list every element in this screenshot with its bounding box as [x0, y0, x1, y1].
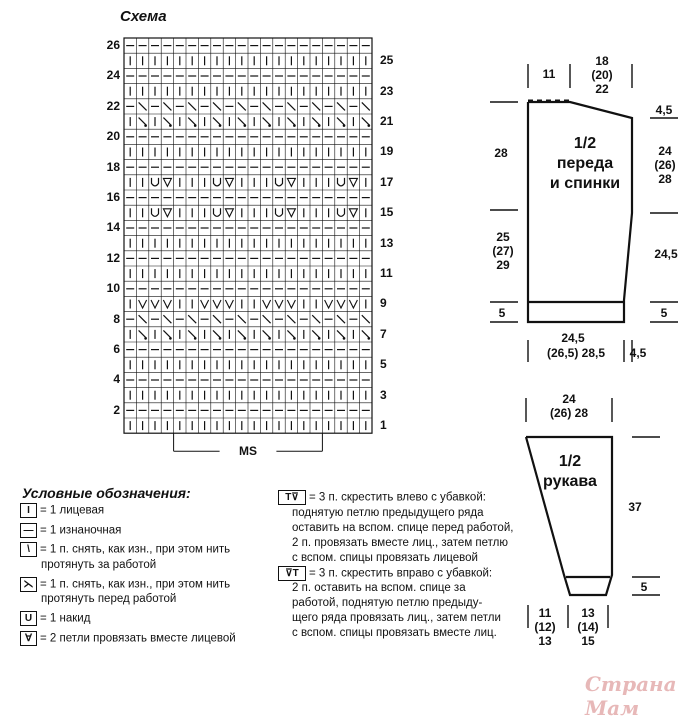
- legend-item-cross-right: ⊽T = 3 п. скрестить вправо с убавкой:: [278, 566, 513, 582]
- legend-item-purl: — = 1 изнаночная: [20, 523, 236, 539]
- watermark: Страна Мам: [585, 672, 677, 720]
- legend-item-slip-back: \ = 1 п. снять, как изн., при этом нить: [20, 542, 236, 558]
- dim-body-right-mid: 24 (26) 28: [654, 144, 676, 186]
- dim-body-bottom-left: 5: [498, 306, 506, 320]
- dim-body-left-low: 25 (27) 29: [492, 230, 514, 272]
- cross-left-symbol-icon: T⊽: [278, 490, 306, 505]
- dim-sleeve-bottom-left: 11 (12) 13: [534, 606, 556, 648]
- slip-back-symbol-icon: \: [20, 542, 37, 557]
- dim-body-top-right: 18 (20) 22: [591, 54, 613, 96]
- row-number-left: 10: [106, 281, 120, 296]
- row-number-right: 1: [380, 418, 387, 432]
- knit-symbol-icon: I: [20, 503, 37, 518]
- row-number-right: 21: [380, 114, 394, 128]
- ms-label: MS: [239, 444, 257, 459]
- cross-right-symbol-icon: ⊽T: [278, 566, 306, 581]
- legend-title: Условные обозначения:: [22, 485, 191, 501]
- row-number-left: 4: [113, 372, 120, 387]
- yarn-over-symbol-icon: U: [20, 611, 37, 626]
- dim-sleeve-top: 24 (26) 28: [549, 392, 589, 420]
- dim-body-width-3: 4,5: [629, 346, 647, 360]
- legend-left: I = 1 лицевая — = 1 изнаночная \ = 1 п. снять, как изн., при этом нить протянуть за работой ⋋ = 1 п. снять, как изн., при этом нить протянуть перед работой U = 1 накид ∀ = 2 петли провязать вместе лицевой: [20, 503, 236, 646]
- row-number-right: 23: [380, 83, 394, 98]
- dim-sleeve-cuff: 5: [640, 580, 648, 594]
- dim-body-right-low: 24,5: [654, 247, 678, 261]
- legend-item-k2tog: ∀ = 2 петли провязать вместе лицевой: [20, 631, 236, 647]
- row-number-right: 13: [380, 235, 394, 250]
- row-number-right: 7: [380, 326, 387, 341]
- row-number-left: 26: [106, 38, 120, 52]
- dim-body-width-2: (26,5) 28,5: [546, 346, 606, 360]
- dim-body-left-mid: 28: [494, 146, 508, 160]
- row-number-left: 8: [113, 311, 120, 326]
- dim-body-bottom-right: 5: [660, 306, 668, 320]
- legend-item-knit: I = 1 лицевая: [20, 503, 236, 519]
- dim-sleeve-bottom-right: 13 (14) 15: [577, 606, 599, 648]
- row-number-right: 9: [380, 296, 387, 311]
- row-number-left: 24: [106, 68, 120, 83]
- body-piece-label: 1/2 переда и спинки: [549, 135, 621, 192]
- dim-body-width-1: 24,5: [561, 331, 585, 345]
- dim-body-top-left: 11: [542, 67, 556, 81]
- row-number-left: 22: [106, 98, 120, 113]
- sleeve-piece-label: 1/2 рукава: [543, 453, 597, 490]
- legend-item-slip-front: ⋋ = 1 п. снять, как изн., при этом нить: [20, 577, 236, 593]
- dim-body-right-top: 4,5: [655, 103, 673, 117]
- row-number-left: 20: [106, 129, 120, 144]
- row-number-right: 5: [380, 357, 387, 372]
- legend-item-yarn-over: U = 1 накид: [20, 611, 236, 627]
- row-number-left: 12: [106, 250, 120, 265]
- row-number-right: 15: [380, 205, 394, 220]
- row-number-right: 25: [380, 53, 394, 68]
- chart-title: Схема: [120, 8, 167, 25]
- row-number-left: 16: [106, 190, 120, 204]
- row-number-right: 17: [380, 174, 394, 189]
- row-number-left: 14: [106, 220, 120, 235]
- k2tog-symbol-icon: ∀: [20, 631, 37, 646]
- legend-right: T⊽ = 3 п. скрестить влево с убавкой: поднятую петлю предыдущего ряда оставить на вспом. спице перед работой, 2 п. провязать вместе лиц., затем петлю с вспом. спицы провязать лицевой ⊽T = 3 п. скрестить вправо с убавкой: 2 п. оставить на вспом. спице за работой, поднятую петлю предыду- щего ряда провязать лиц., затем петли с вспом. спицы провязать вместе лиц.: [278, 490, 513, 641]
- purl-symbol-icon: —: [20, 523, 37, 538]
- row-number-left: 2: [113, 402, 120, 417]
- legend-item-cross-left: T⊽ = 3 п. скрестить влево с убавкой:: [278, 490, 513, 506]
- row-number-left: 6: [113, 342, 120, 356]
- dim-sleeve-height: 37: [628, 500, 642, 514]
- row-number-right: 11: [380, 266, 393, 280]
- slip-front-symbol-icon: ⋋: [20, 577, 37, 592]
- row-number-right: 3: [380, 387, 387, 402]
- row-number-left: 18: [106, 159, 120, 174]
- row-number-right: 19: [380, 144, 394, 159]
